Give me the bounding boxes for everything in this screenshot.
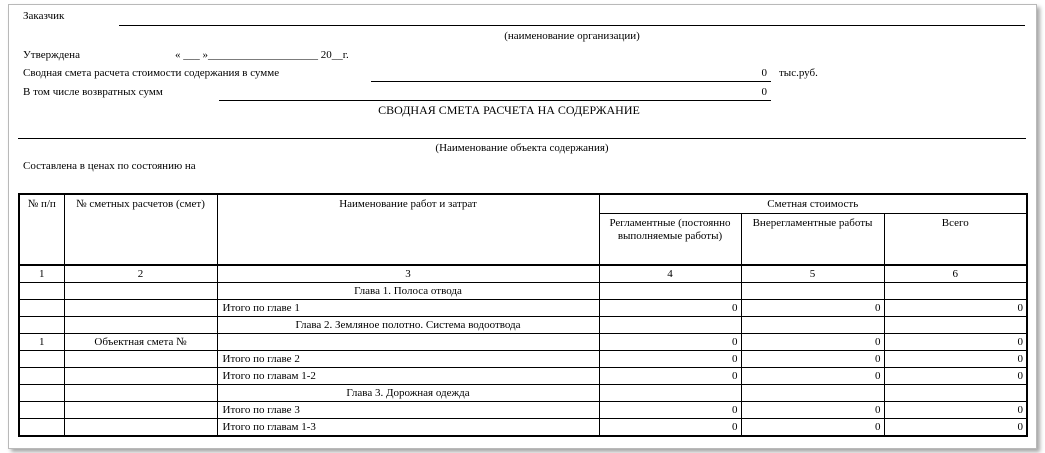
table-row [19,334,1027,351]
col-header-total: Всего [884,214,1027,266]
document-title: СВОДНАЯ СМЕТА РАСЧЕТА НА СОДЕРЖАНИЕ [378,103,640,117]
col-number-5: 5 [741,265,884,283]
cell-total: 0 [884,419,1027,437]
chapter-row [19,317,1027,334]
col-header-no: № п/п [19,194,64,265]
cell-no: 1 [19,334,64,351]
col-header-cost-group: Сметная стоимость [599,194,1027,214]
col-header-estimates: № сметных расчетов (смет) [64,194,217,265]
cell-extra [741,317,884,334]
cell-extra: 0 [741,300,884,317]
col-header-works: Наименование работ и затрат [217,194,599,265]
cell-name: Итого по главе 2 [217,351,599,368]
cell-estimate [64,283,217,300]
chapter-title: Глава 3. Дорожная одежда [217,385,599,402]
summary-value: 0 [761,67,767,79]
cell-estimate [64,300,217,317]
cell-extra: 0 [741,334,884,351]
cell-total: 0 [884,351,1027,368]
object-caption: (Наименование объекта содержания) [435,142,609,154]
cell-regulated: 0 [599,368,741,385]
chapter-row [19,385,1027,402]
cell-extra: 0 [741,368,884,385]
cell-total [884,385,1027,402]
approval-date-line: « ___ »____________________ 20__г. [175,49,349,61]
returnable-label: В том числе возвратных сумм [23,86,163,98]
col-header-regulated: Регламентные (постоянно выполняемые работы) [599,214,741,266]
cell-regulated: 0 [599,402,741,419]
cell-regulated: 0 [599,300,741,317]
cell-name: Итого по главе 3 [217,402,599,419]
summary-line [371,81,771,82]
col-number-6: 6 [884,265,1027,283]
returnable-line [219,100,771,101]
chapter-title: Глава 1. Полоса отвода [217,283,599,300]
cell-extra: 0 [741,402,884,419]
cell-extra: 0 [741,419,884,437]
cell-estimate [64,419,217,437]
prices-label: Составлена в ценах по состоянию на [23,160,196,172]
table-row [19,419,1027,437]
cell-no [19,317,64,334]
cell-estimate [64,317,217,334]
col-header-extra: Внерегламентные работы [741,214,884,266]
cell-regulated [599,283,741,300]
col-number-1: 1 [19,265,64,283]
cell-name: Итого по главам 1-3 [217,419,599,437]
table-row [19,402,1027,419]
cell-extra [741,283,884,300]
col-number-4: 4 [599,265,741,283]
object-line [18,138,1026,139]
cell-total: 0 [884,334,1027,351]
cell-regulated: 0 [599,419,741,437]
table-row [19,351,1027,368]
chapter-row [19,283,1027,300]
cell-total [884,283,1027,300]
cell-no [19,300,64,317]
customer-label: Заказчик [23,10,65,22]
approved-label: Утверждена [23,49,80,61]
cell-regulated: 0 [599,351,741,368]
estimate-sheet [8,4,1037,449]
cell-total: 0 [884,402,1027,419]
table-row [19,368,1027,385]
cell-estimate [64,402,217,419]
cell-name: Итого по главе 1 [217,300,599,317]
cell-total [884,317,1027,334]
chapter-title: Глава 2. Земляное полотно. Система водоотвода [217,317,599,334]
cell-no [19,368,64,385]
cell-total: 0 [884,368,1027,385]
cell-regulated [599,385,741,402]
cell-estimate: Объектная смета № [64,334,217,351]
cell-name [217,334,599,351]
cell-no [19,283,64,300]
estimate-table [18,193,1028,437]
cell-no [19,402,64,419]
cell-extra [741,385,884,402]
customer-line [119,25,1025,26]
cell-extra: 0 [741,351,884,368]
cell-estimate [64,368,217,385]
cell-total: 0 [884,300,1027,317]
cell-no [19,419,64,437]
cell-regulated: 0 [599,334,741,351]
col-number-2: 2 [64,265,217,283]
org-caption: (наименование организации) [504,30,640,42]
col-number-3: 3 [217,265,599,283]
summary-unit: тыс.руб. [779,67,818,79]
cell-no [19,351,64,368]
table-row [19,300,1027,317]
cell-regulated [599,317,741,334]
returnable-value: 0 [761,86,767,98]
summary-label: Сводная смета расчета стоимости содержания в сумме [23,67,280,79]
cell-no [19,385,64,402]
cell-estimate [64,351,217,368]
cell-estimate [64,385,217,402]
cell-name: Итого по главам 1-2 [217,368,599,385]
